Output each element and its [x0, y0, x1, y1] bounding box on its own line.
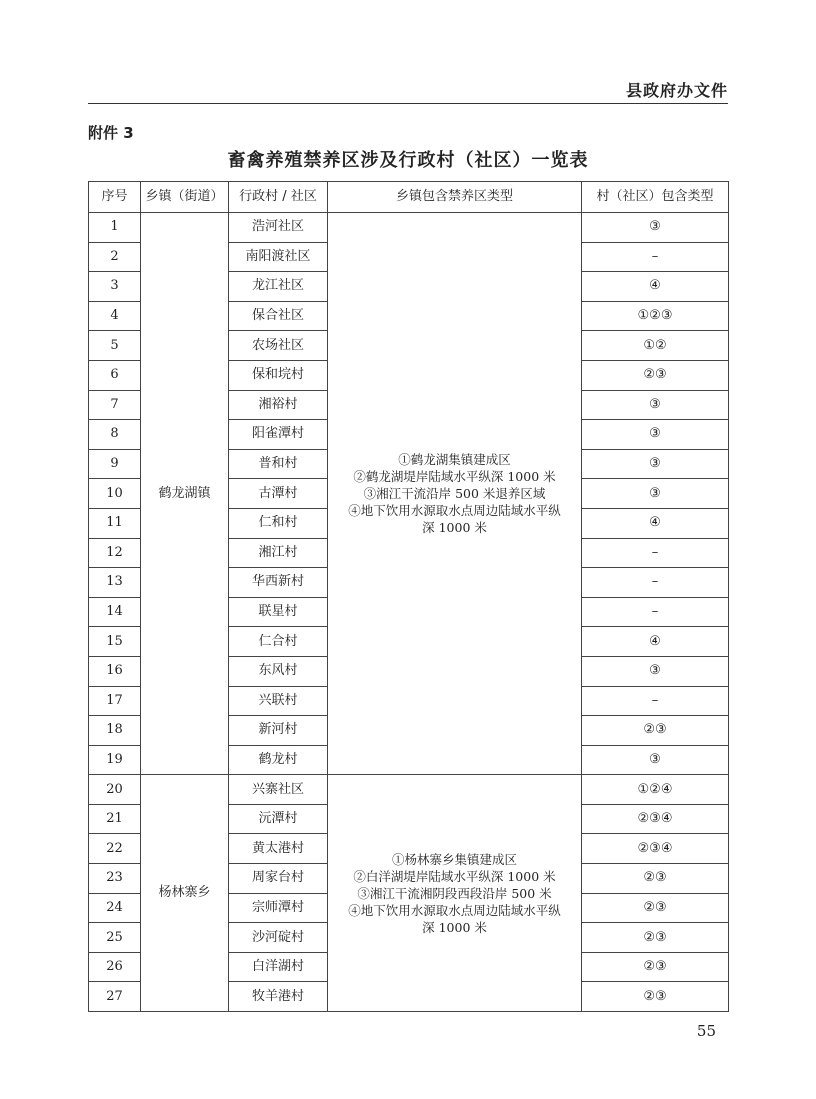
cell-village: 周家台村: [229, 864, 328, 894]
cell-no: 26: [89, 952, 141, 982]
cell-village: 兴寨社区: [229, 775, 328, 805]
cell-village-types: –: [582, 242, 729, 272]
col-header-village: 行政村 / 社区: [229, 182, 328, 213]
cell-no: 9: [89, 449, 141, 479]
cell-village-types: ④: [582, 508, 729, 538]
cell-village: 鹤龙村: [229, 745, 328, 775]
attachment-label: 附件 3: [88, 124, 134, 142]
cell-no: 22: [89, 834, 141, 864]
cell-village: 沅潭村: [229, 804, 328, 834]
zone-type-line: ②白洋湖堤岸陆域水平纵深 1000 米: [353, 868, 556, 884]
cell-no: 25: [89, 923, 141, 953]
table-row: [89, 775, 729, 805]
cell-village-types: ②③④: [582, 834, 729, 864]
cell-village-types: ④: [582, 272, 729, 302]
cell-no: 18: [89, 716, 141, 746]
cell-no: 16: [89, 656, 141, 686]
zone-type-line: ②鹤龙湖堤岸陆域水平纵深 1000 米: [353, 469, 556, 485]
cell-village-types: ②③: [582, 893, 729, 923]
cell-village: 宗师潭村: [229, 893, 328, 923]
cell-village-types: ④: [582, 627, 729, 657]
header-rule: [88, 103, 728, 104]
zone-type-line: ④地下饮用水源取水点周边陆域水平纵: [348, 503, 561, 519]
cell-no: 6: [89, 360, 141, 390]
cell-village: 兴联村: [229, 686, 328, 716]
cell-village: 古潭村: [229, 479, 328, 509]
cell-no: 1: [89, 213, 141, 243]
cell-village-types: ③: [582, 390, 729, 420]
cell-no: 14: [89, 597, 141, 627]
cell-village: 龙江社区: [229, 272, 328, 302]
cell-village: 农场社区: [229, 331, 328, 361]
table-body: [89, 213, 729, 1012]
cell-village-types: ③: [582, 479, 729, 509]
cell-village: 南阳渡社区: [229, 242, 328, 272]
cell-no: 11: [89, 508, 141, 538]
cell-village-types: ①②: [582, 331, 729, 361]
cell-village: 湘裕村: [229, 390, 328, 420]
document-header: 县政府办文件: [625, 81, 728, 100]
col-header-town-zone-types: 乡镇包含禁养区类型: [328, 182, 582, 213]
cell-village: 保合社区: [229, 301, 328, 331]
cell-village-types: ②③: [582, 982, 729, 1012]
cell-village-types: ①②③: [582, 301, 729, 331]
cell-village: 湘江村: [229, 538, 328, 568]
cell-no: 24: [89, 893, 141, 923]
cell-village: 仁和村: [229, 508, 328, 538]
cell-village: 普和村: [229, 449, 328, 479]
cell-town-zone-types: [328, 775, 582, 1012]
cell-no: 2: [89, 242, 141, 272]
cell-no: 15: [89, 627, 141, 657]
table-row: [89, 213, 729, 243]
cell-village-types: ③: [582, 420, 729, 450]
cell-village: 保和垸村: [229, 360, 328, 390]
cell-town: 杨林寨乡: [141, 775, 229, 1012]
cell-no: 23: [89, 864, 141, 894]
cell-no: 7: [89, 390, 141, 420]
cell-town: 鹤龙湖镇: [141, 213, 229, 775]
cell-village: 阳雀潭村: [229, 420, 328, 450]
zone-type-line: 深 1000 米: [422, 919, 487, 935]
zone-type-line: ③湘江干流湘阴段西段沿岸 500 米: [357, 885, 552, 901]
cell-no: 17: [89, 686, 141, 716]
zone-type-line: ①鹤龙湖集镇建成区: [398, 452, 511, 468]
cell-village-types: ③: [582, 213, 729, 243]
cell-village-types: ③: [582, 656, 729, 686]
village-table: [88, 181, 729, 1012]
cell-village-types: ③: [582, 449, 729, 479]
cell-village: 浩河社区: [229, 213, 328, 243]
cell-village-types: ②③: [582, 952, 729, 982]
cell-village-types: ②③: [582, 864, 729, 894]
cell-village-types: ②③: [582, 716, 729, 746]
cell-village-types: –: [582, 568, 729, 598]
cell-village-types: ②③④: [582, 804, 729, 834]
cell-village-types: –: [582, 686, 729, 716]
cell-town-zone-types: [328, 213, 582, 775]
cell-village: 沙河碇村: [229, 923, 328, 953]
col-header-no: 序号: [89, 182, 141, 213]
cell-village-types: ③: [582, 745, 729, 775]
cell-no: 20: [89, 775, 141, 805]
cell-village: 联星村: [229, 597, 328, 627]
cell-village: 白洋湖村: [229, 952, 328, 982]
cell-village: 黄太港村: [229, 834, 328, 864]
cell-village: 华西新村: [229, 568, 328, 598]
cell-no: 10: [89, 479, 141, 509]
cell-no: 27: [89, 982, 141, 1012]
cell-village-types: ①②④: [582, 775, 729, 805]
table-header-row: [89, 182, 729, 213]
cell-village: 牧羊港村: [229, 982, 328, 1012]
cell-no: 5: [89, 331, 141, 361]
zone-type-line: ③湘江干流沿岸 500 米退养区域: [363, 486, 546, 502]
zone-type-line: ④地下饮用水源取水点周边陆域水平纵: [348, 902, 561, 918]
cell-village-types: ②③: [582, 360, 729, 390]
zone-type-line: ①杨林寨乡集镇建成区: [391, 851, 517, 867]
cell-no: 13: [89, 568, 141, 598]
cell-no: 12: [89, 538, 141, 568]
cell-village: 新河村: [229, 716, 328, 746]
cell-no: 8: [89, 420, 141, 450]
cell-no: 19: [89, 745, 141, 775]
cell-village: 仁合村: [229, 627, 328, 657]
col-header-village-types: 村（社区）包含类型: [582, 182, 729, 213]
cell-village-types: –: [582, 597, 729, 627]
page-number: 55: [696, 1022, 716, 1040]
cell-no: 21: [89, 804, 141, 834]
col-header-town: 乡镇（街道）: [141, 182, 229, 213]
cell-village: 东风村: [229, 656, 328, 686]
cell-no: 3: [89, 272, 141, 302]
table-title: 畜禽养殖禁养区涉及行政村（社区）一览表: [227, 150, 589, 171]
cell-village-types: ②③: [582, 923, 729, 953]
zone-type-line: 深 1000 米: [422, 520, 487, 536]
cell-village-types: –: [582, 538, 729, 568]
cell-no: 4: [89, 301, 141, 331]
